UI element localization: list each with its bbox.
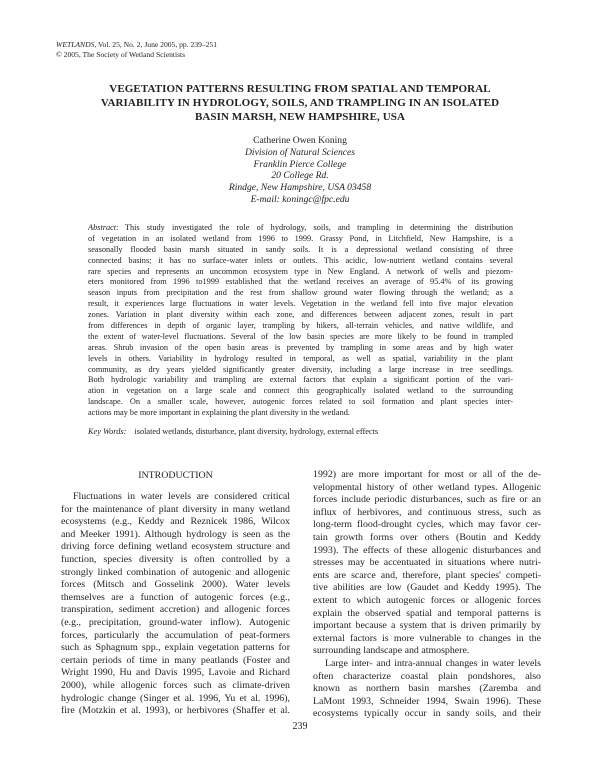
keywords [88,427,378,438]
abstract-line: areas. Shrub invasion of the open basin areas is prevented by trampling in some areas and by high water [88,342,513,352]
text-line: long-term flood-drought cycles, which may favor cer- [313,519,541,531]
text-line: Wright 1990, Hu and Davis 1995, Lavoie and Richard [61,667,290,679]
text-line: forces, particularly the accumulation of peat-formers [61,629,290,641]
title-line: VARIABILITY IN HYDROLOGY, SOILS, AND TRAMPLING IN AN ISOLATED [100,97,500,109]
abstract-line: of vegetation in an isolated wetland from 1996 to 1999. Grassy Pond, in Litchfield, New Hampshire, is a [88,233,513,243]
copyright-line: © 2005, The Society of Wetland Scientists [56,50,186,59]
abstract-line: zones. Variation in plant diversity within each zone, and differences between adjacent zones, result in part [88,310,513,320]
text-line: transpiration, sediment accretion) and allogenic forces [61,604,290,616]
journal-name: WETLANDS, [56,40,97,49]
text-line: certain periods of time in many peatlands (Foster and [61,654,290,666]
text-line: ecosystems typically occur in sandy soils, and their [313,708,541,720]
page-number: 239 [292,721,308,732]
text-line: important because a system that is driven primarily by [313,620,541,632]
text-line: 1992) are more important for most or all of the de- [313,469,541,480]
text-line: (e.g., precipitation, ground-water inflow). Autogenic [61,616,290,628]
text-line: often characterize coastal plain pondshores, also [313,670,541,682]
keywords-label: Key Words: [88,427,127,436]
abstract-line: eters monitored from 1996 to1999 established that the wetland receives an average of 95.4% of its growing [88,277,513,287]
abstract-label: Abstract: [88,223,119,232]
text-line: explain the observed spatial and temporal patterns is [313,607,541,619]
abstract-text: This study investigated the role of hydrology, soils, and trampling in determining the distribution [124,223,513,232]
abstract-line: community, as dry years yielded significantly greater diversity, including a large increase in tree seedlings. [88,364,513,374]
author-division: Division of Natural Sciences [244,146,356,158]
text-line: known as northern basin marshes (Zaremba and [313,683,541,695]
abstract-line: connected basins; it has no surface-water inlets or outlets. This acidic, low-nutrient wetland contains several [88,255,513,265]
text-line: forces (Mitsch and Gosselink 2000). Water levels [61,579,290,591]
abstract [88,223,513,419]
text-line: 1993). The effects of these allogenic disturbances and [313,544,541,556]
abstract-line: actions may be more important in explaining the plant diversity in the wetland. [88,408,350,418]
text-line: 2000), while allogenic forces such as climate-driven [61,679,290,691]
author-block [0,135,600,206]
title-line: BASIN MARSH, NEW HAMPSHIRE, USA [194,111,406,123]
abstract-line: Both hydrologic variability and trampling are external factors that explain a significant portion of the vari- [88,375,513,385]
abstract-line: seasonally flooded basin marsh situated in sandy soils. It is a depressional wetland consisting of three [88,244,513,254]
abstract-line: rare species and represents an uncommon ecosystem type in New England. A network of wells and piezom- [88,266,513,276]
abstract-line: from differences in depth of organic layer, trampling by hikers, all-terrain vehicles, and native wildlife, and [88,321,513,331]
author-email: E-mail: koningc@fpc.edu [250,193,350,205]
paper-title [40,82,560,124]
text-line: forces include periodic disturbances, such as fire or an [313,494,541,506]
journal-header [56,40,217,60]
left-column [61,469,290,718]
abstract-line: levels in others. Variability in hydrology resulted in temporal, as well as spatial, variability in the plant [88,353,513,363]
abstract-line: season inputs from precipitation and the rest from shallow ground water flowing through the wetland; as a [88,288,513,298]
abstract-line: landscape. On a smaller scale, however, autogenic forces related to soil formation and plant species inter- [88,397,513,407]
right-column [313,469,541,721]
text-line: for the maintenance of plant diversity in many wetland [61,503,290,515]
abstract-line: ation in vegetation on a large scale and connect this geographically isolated wetland to the surrounding [88,386,513,396]
section-heading-introduction: INTRODUCTION [138,470,213,481]
author-street: 20 College Rd. [271,170,329,182]
text-line: Large inter- and intra-annual changes in water levels [325,657,541,669]
text-line: themselves are a function of autogenic forces (e.g., [61,591,290,603]
text-line: stresses may be accentuated in situations where nutri- [313,557,541,569]
text-line: LaMont 1993, Schneider 1994, Swain 1996). These [313,695,541,707]
text-line: function, species diversity is often controlled by a [61,553,290,565]
text-line: extent to which autogenic forces or allogenic forces [313,594,541,606]
title-line: VEGETATION PATTERNS RESULTING FROM SPATIAL AND TEMPORAL [109,83,491,95]
abstract-line [88,223,513,234]
keywords-text: isolated wetlands, disturbance, plant diversity, hydrology, external effects [134,427,379,436]
text-line: velopmental history of other wetland types. Allogenic [313,481,541,493]
text-line: fire (Motzkin et al. 1993), or herbivores (Shaffer et al. [61,705,290,717]
author-name: Catherine Owen Koning [253,135,347,146]
text-line: such as Sphagnum spp., explain vegetation patterns for [61,642,290,654]
text-line: hydrologic change (Singer et al. 1996, Yu et al. 1996), [61,692,290,704]
citation-line [56,40,217,50]
text-line: tive abilities are low (Gaudet and Keddy 1995). The [313,582,541,594]
text-line: ecosystems (e.g., Keddy and Reznicek 1986, Wilcox [61,516,290,528]
text-line: external factors is more vulnerable to changes in the [313,632,541,644]
journal-citation: Vol. 25, No. 2, June 2005, pp. 239–251 [96,40,218,49]
author-city: Rindge, New Hampshire, USA 03458 [228,182,372,194]
text-line: surrounding landscape and atmosphere. [313,645,470,657]
abstract-line: result, it experiences large fluctuations in water levels. Vegetation in the wetland fell into five major elevation [88,299,513,309]
text-line: Fluctuations in water levels are considered critical [73,491,290,502]
text-line: influx of herbivores, and continuous stress, such as [313,506,541,518]
text-line: driving force defining wetland ecosystem structure and [61,541,290,553]
abstract-line: the extent of water-level fluctuations. Several of the low basin species are more likely to be found in trampled [88,331,513,341]
text-line: tain growth forms over others (Boutin and Keddy [313,531,541,543]
text-line: strongly linked combination of autogenic and allogenic [61,566,290,578]
text-line: and Meeker 1991). Although hydrology is seen as the [61,528,290,540]
text-line: ents are scarce and, therefore, plant species' competi- [313,569,541,581]
author-institution: Franklin Pierce College [253,158,347,170]
